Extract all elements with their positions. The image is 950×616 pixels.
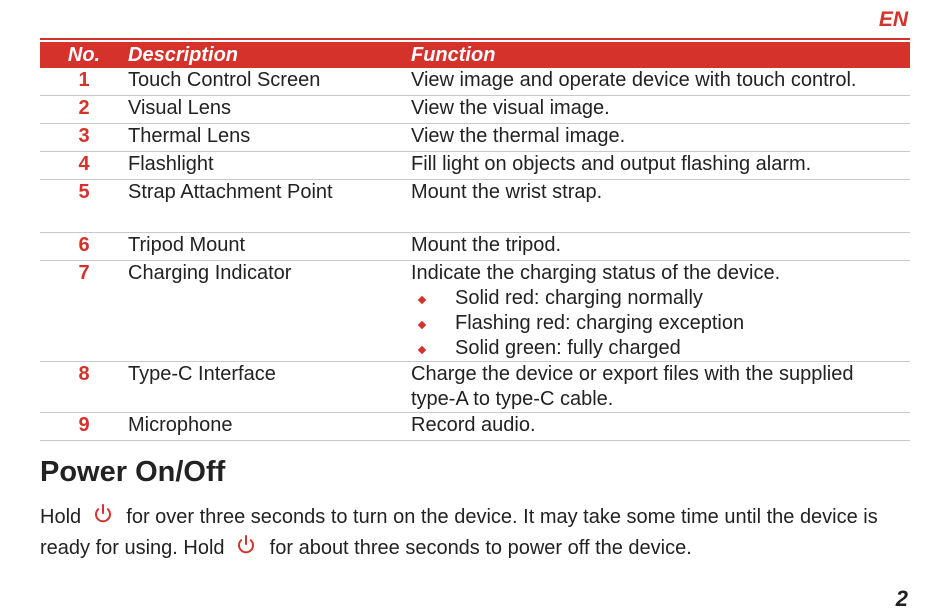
page-number: 2 — [895, 586, 908, 611]
table-row — [40, 362, 910, 413]
row-function: Indicate the charging status of the device. — [411, 262, 781, 284]
row-function: Mount the tripod. — [411, 233, 910, 261]
list-item-text: Flashing red: charging exception — [455, 312, 745, 334]
row-description: Touch Control Screen — [128, 68, 411, 96]
header-description: Description — [128, 42, 411, 68]
power-text-part-3: for about three seconds to power off the device. — [269, 537, 692, 559]
section-heading: Power On/Off — [40, 456, 226, 488]
row-description: Visual Lens — [128, 96, 411, 124]
row-number: 9 — [40, 413, 128, 441]
bullet-diamond-icon — [418, 346, 426, 354]
list-item-text: Solid red: charging normally — [455, 287, 703, 309]
table-row — [40, 413, 910, 441]
table-row — [40, 233, 910, 261]
row-number: 5 — [40, 180, 128, 233]
row-function: Record audio. — [411, 413, 910, 441]
row-number: 1 — [40, 68, 128, 96]
row-number: 6 — [40, 233, 128, 261]
row-description: Microphone — [128, 413, 411, 441]
row-description: Type-C Interface — [128, 362, 411, 413]
power-icon — [91, 503, 115, 525]
table-row — [40, 68, 910, 96]
bullet-diamond-icon — [418, 321, 426, 329]
list-item-text: Solid green: fully charged — [455, 337, 681, 359]
row-number: 7 — [40, 261, 128, 362]
row-description: Charging Indicator — [128, 261, 411, 362]
top-rule — [40, 38, 910, 40]
header-no: No. — [40, 42, 128, 68]
row-description: Flashlight — [128, 152, 411, 180]
table-row — [40, 96, 910, 124]
row-number: 3 — [40, 124, 128, 152]
bullet-diamond-icon — [418, 296, 426, 304]
row-description: Strap Attachment Point — [128, 180, 411, 233]
table-row — [40, 261, 910, 362]
row-number: 4 — [40, 152, 128, 180]
charging-status-list — [411, 286, 910, 361]
table-header-row — [40, 42, 910, 68]
table-row — [40, 180, 910, 233]
row-function: View image and operate device with touch control. — [411, 68, 910, 96]
list-item — [411, 336, 910, 361]
row-function: Mount the wrist strap. — [411, 180, 910, 233]
row-function: Charge the device or export files with the supplied type-A to type-C cable. — [411, 362, 910, 413]
power-text-part-1: Hold — [40, 506, 82, 528]
power-icon — [234, 534, 258, 556]
list-item — [411, 311, 910, 336]
table-row — [40, 124, 910, 152]
row-function-cell — [411, 261, 910, 362]
power-instructions — [40, 502, 920, 564]
row-description: Thermal Lens — [128, 124, 411, 152]
row-number: 2 — [40, 96, 128, 124]
language-label: EN — [878, 8, 908, 31]
power-text-part-2: for over three seconds to turn on the device. It may take some time until the device is ready for using. Hold — [40, 506, 878, 559]
row-function: View the thermal image. — [411, 124, 910, 152]
row-function: View the visual image. — [411, 96, 910, 124]
row-description: Tripod Mount — [128, 233, 411, 261]
row-number: 8 — [40, 362, 128, 413]
components-table — [40, 42, 910, 441]
table-row — [40, 152, 910, 180]
header-function: Function — [411, 42, 910, 68]
row-function: Fill light on objects and output flashing alarm. — [411, 152, 910, 180]
list-item — [411, 286, 910, 311]
